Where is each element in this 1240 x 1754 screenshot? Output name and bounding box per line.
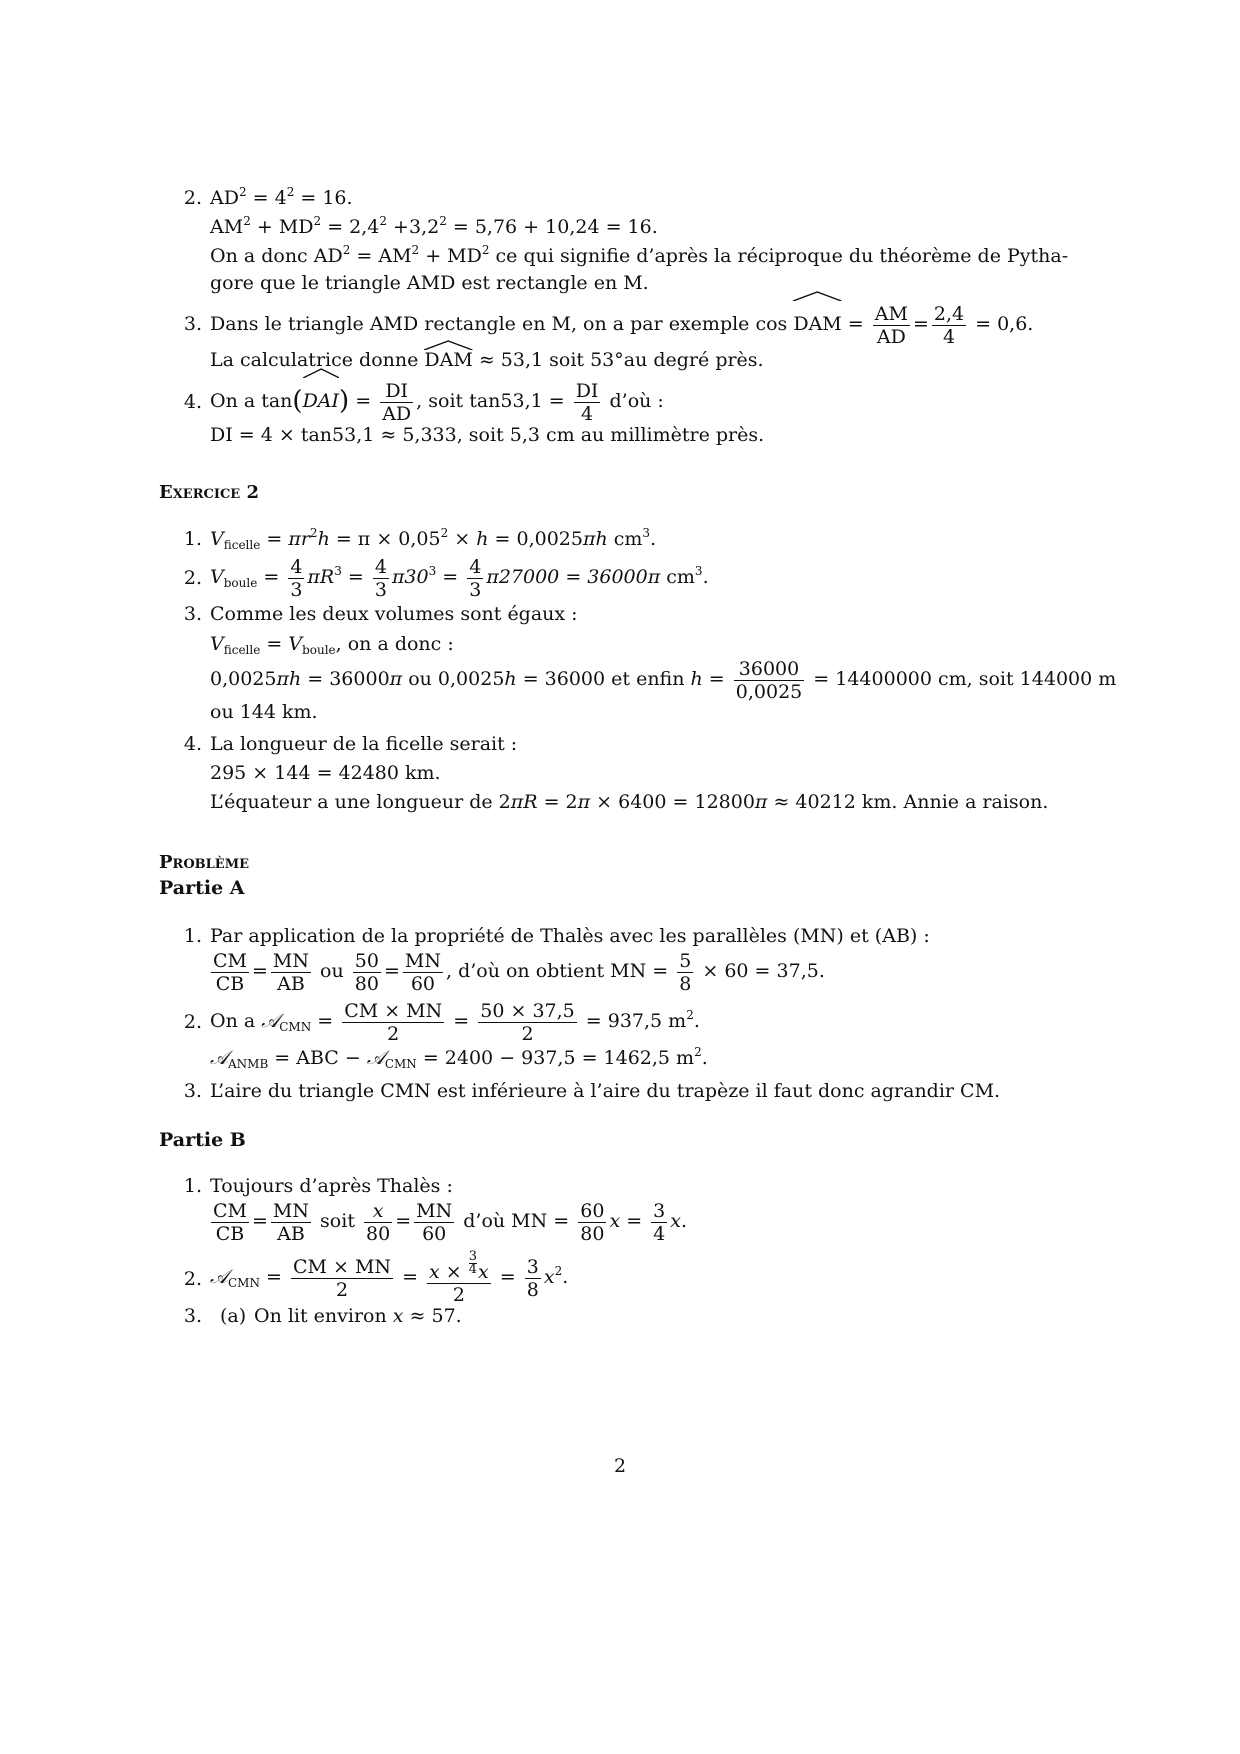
- equation-line: L’équateur a une longueur de 2πR = 2π × 6400 = 12800π ≈ 40212 km. Annie a raison.: [210, 791, 1049, 813]
- equation-line: On a 𝒜$_{CMN}$ = $\frac{CM \times MN}{2}$ = $\frac{50 \times 37,5}{2}$ = 937,5 $m^2$.: [210, 999, 700, 1045]
- section-title: Exercice 2: [159, 482, 259, 503]
- fraction: $\frac{DI}{4}$: [575, 379, 599, 425]
- fraction: $\frac{MN}{AB}$: [272, 949, 310, 995]
- fraction: $\frac{CM}{CB}$: [213, 1199, 247, 1245]
- item-number: 4.: [183, 391, 202, 413]
- equation-line: $\frac{CM}{CB}$ = $\frac{MN}{AB}$ ou $\frac{50}{80}$ = $\frac{MN}{60}$ , d’où on obtient MN = $\frac{5}{8}$ × 60 = 37,5.: [213, 949, 825, 995]
- item-number: 3.: [183, 603, 202, 625]
- fraction: $\frac{CM \times MN}{2}$: [292, 1255, 392, 1301]
- item-number: 1.: [183, 1175, 202, 1197]
- equation-line: $V_{ficelle} = V_{boule}$, on a donc :: [210, 633, 454, 657]
- item-number: 3.: [183, 1080, 202, 1102]
- section-title: Problème: [159, 852, 249, 873]
- item-number: 4.: [183, 733, 202, 755]
- item-number: 2.: [183, 187, 202, 209]
- small-fraction: $\frac{3}{4}$: [468, 1248, 478, 1277]
- item-number: 3.: [183, 1305, 202, 1327]
- angle-hat: DAM: [793, 297, 841, 351]
- equation-line: $AD^2 = 4^2 = 16$.: [210, 185, 353, 209]
- fraction: $\frac{MN}{AB}$: [272, 1199, 310, 1245]
- equation-line: On lit environ x ≈ 57.: [254, 1305, 462, 1327]
- fraction: $\frac{3}{4}$: [653, 1199, 666, 1245]
- text-line: La longueur de la ficelle serait :: [210, 733, 518, 755]
- equation-line: 𝒜$_{CMN}$ = $\frac{CM \times MN}{2}$ = x × $\frac{3}{4}$ x 2 = $\frac{3}{8}$ $x^2$.: [210, 1248, 569, 1306]
- text-line: L’aire du triangle CMN est inférieure à l’aire du trapèze il faut donc agrandir CM.: [210, 1080, 1001, 1102]
- fraction: $\frac{4}{3}$: [469, 555, 482, 601]
- fraction: $\frac{DI}{AD}$: [382, 379, 412, 425]
- equation-line: $V_{boule}$ = $\frac{4}{3}$ $\pi R^3$ = $\frac{4}{3}$ $\pi 30^3$ = $\frac{4}{3}$ π27000 = 36000π $cm^3$.: [210, 555, 709, 601]
- sub-item-label: (a): [220, 1305, 247, 1327]
- equation-line: Dans le triangle AMD rectangle en M, on a par exemple cos DAM = $\frac{AM}{AD}$ = $\frac{2,4}{4}$ = 0,6.: [210, 297, 1033, 351]
- text-line: gore que le triangle AMD est rectangle en M.: [210, 272, 649, 294]
- fraction: $\frac{AM}{AD}$: [874, 302, 908, 348]
- subsection-title: Partie B: [159, 1129, 246, 1151]
- equation-line: On a tan( DAI) = $\frac{DI}{AD}$ , soit tan53,1 = $\frac{DI}{4}$ d’où :: [210, 374, 664, 428]
- fraction: $\frac{MN}{60}$: [404, 949, 441, 995]
- text-line: La calculatrice donne DAM ≈ 53,1 soit 53°au degré près.: [210, 346, 764, 374]
- fraction: $\frac{50 \times 37,5}{2}$: [480, 999, 575, 1045]
- text-line: 295 × 144 = 42480 km.: [210, 762, 441, 784]
- item-number: 3.: [183, 313, 202, 335]
- equation-line: 𝒜$_{ANMB}$ = ABC − 𝒜$_{CMN}$ = 2400 − 937,5 = 1462,5 $m^2$.: [210, 1045, 708, 1071]
- text-line: Comme les deux volumes sont égaux :: [210, 603, 578, 625]
- fraction: $\frac{MN}{60}$: [416, 1199, 453, 1245]
- fraction: $\frac{x}{80}$: [366, 1199, 391, 1245]
- fraction: $\frac{CM}{CB}$: [213, 949, 247, 995]
- page-number: 2: [613, 1455, 627, 1477]
- equation-line: 0,0025πh = 36000π ou 0,0025h = 36000 et enfin h = $\frac{36000}{0,0025}$ = 14400000 cm, soit 144000 m: [210, 657, 1117, 703]
- subsection-title: Partie A: [159, 877, 245, 899]
- text-line: Toujours d’après Thalès :: [210, 1175, 453, 1197]
- text-line: ou 144 km.: [210, 701, 318, 723]
- fraction: $\frac{60}{80}$: [580, 1199, 605, 1245]
- equation-line: $V_{ficelle} = \pi r^2h = \pi \times 0,05^2 \times h = 0,0025\pi h$ $cm^3$.: [210, 526, 657, 552]
- item-number: 1.: [183, 925, 202, 947]
- fraction: $\frac{CM \times MN}{2}$: [344, 999, 443, 1045]
- item-number: 2.: [183, 1011, 202, 1033]
- item-number: 1.: [183, 528, 202, 550]
- text-line: Par application de la propriété de Thalès avec les parallèles (MN) et (AB) :: [210, 925, 930, 947]
- item-number: 2.: [183, 567, 202, 589]
- fraction: $\frac{4}{3}$: [290, 555, 303, 601]
- equation-line: $AM^2 + MD^2 = 2,4^2 +3,2^2 = 5,76 + 10,24 = 16$.: [210, 214, 658, 238]
- angle-hat: DAM: [424, 346, 472, 374]
- fraction: $\frac{36000}{0,0025}$: [735, 657, 803, 703]
- item-number: 2.: [183, 1268, 202, 1290]
- fraction: $\frac{3}{8}$: [526, 1255, 539, 1301]
- fraction: $\frac{4}{3}$: [374, 555, 387, 601]
- fraction: x × $\frac{3}{4}$ x 2: [429, 1248, 489, 1306]
- text-line: On a donc $AD^2 = AM^2 + MD^2$ ce qui signifie d’après la réciproque du théorème de Pytha-: [210, 243, 1069, 267]
- angle-hat: DAI: [303, 374, 339, 428]
- fraction: $\frac{50}{80}$: [354, 949, 379, 995]
- equation-line: $\frac{CM}{CB}$ = $\frac{MN}{AB}$ soit $\frac{x}{80}$ = $\frac{MN}{60}$ d’où MN = $\frac{60}{80}$ x = $\frac{3}{4}$ x.: [213, 1199, 688, 1245]
- fraction: $\frac{5}{8}$: [679, 949, 692, 995]
- text-line: DI = 4 × tan53,1 ≈ 5,333, soit 5,3 cm au millimètre près.: [210, 424, 765, 446]
- fraction: $\frac{2,4}{4}$: [933, 302, 965, 348]
